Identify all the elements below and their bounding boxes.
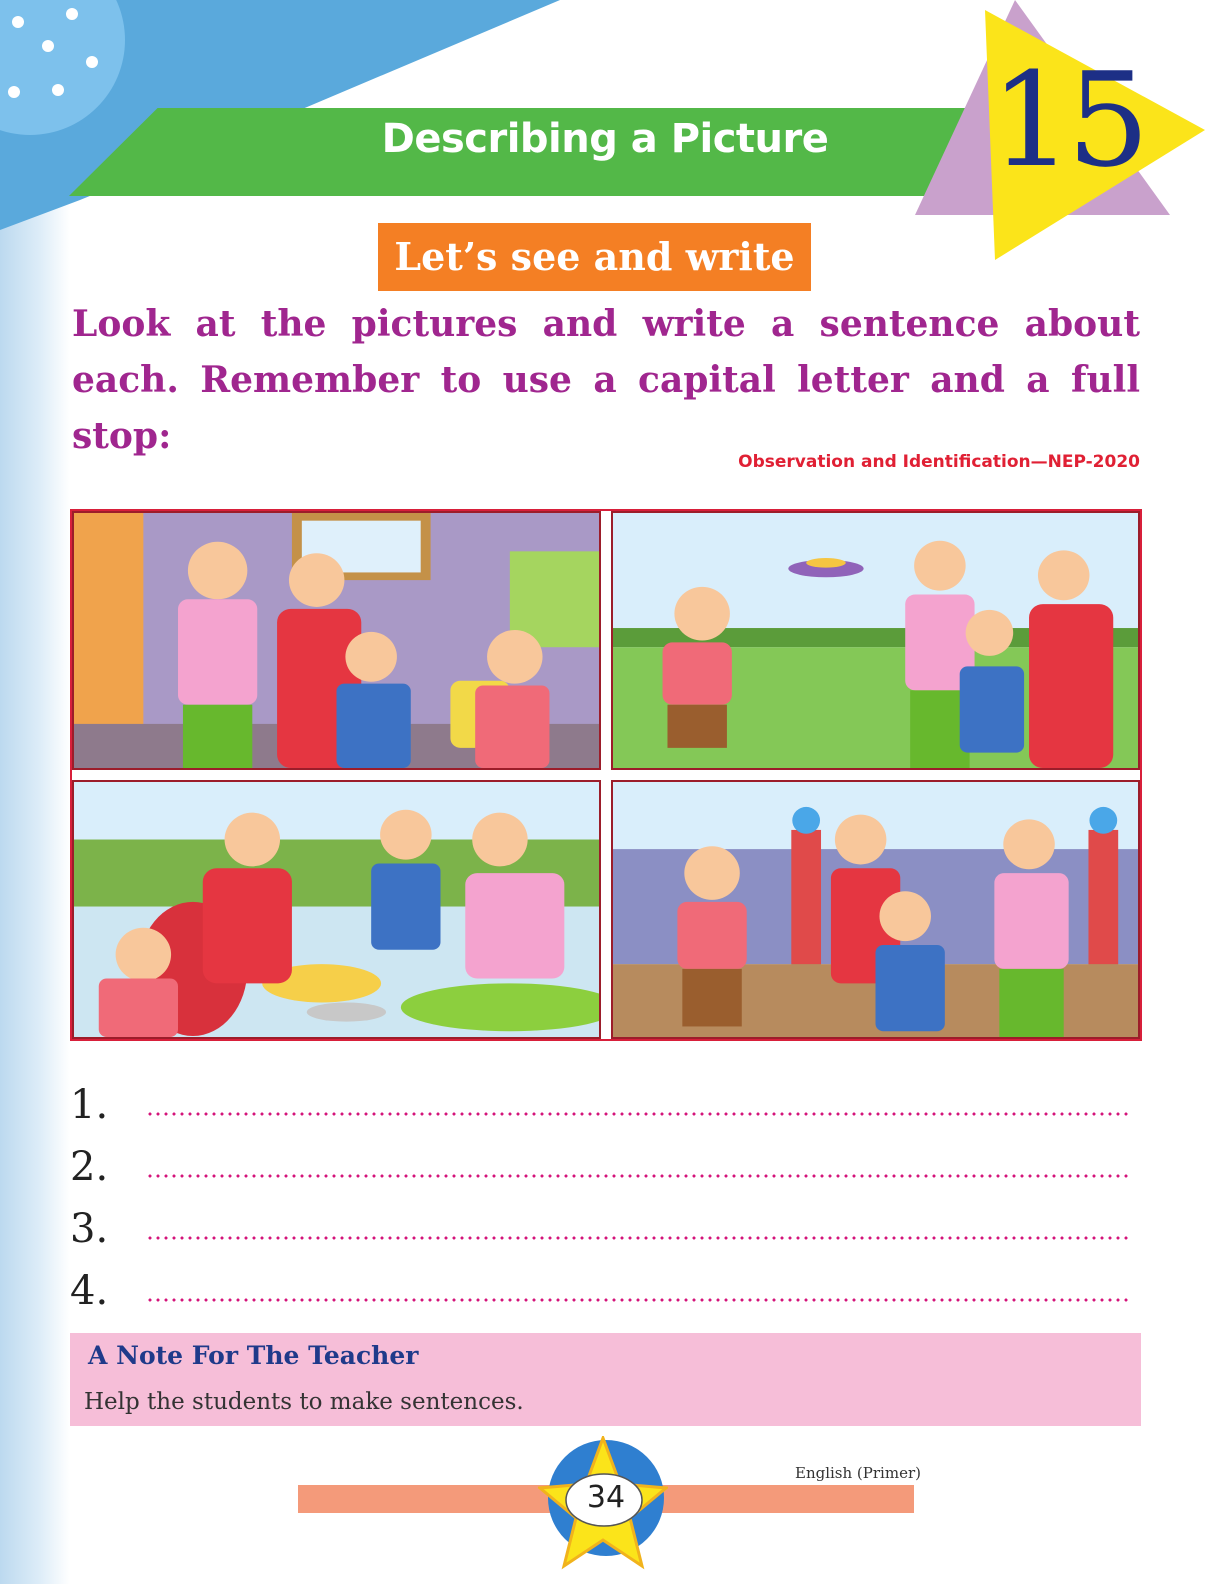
answer-line-3[interactable] xyxy=(70,1206,1140,1268)
page-number: 34 xyxy=(586,1480,626,1515)
teacher-note-box xyxy=(70,1333,1141,1426)
answer-line-1[interactable] xyxy=(70,1082,1140,1144)
dotted-line xyxy=(146,1112,1132,1116)
frisbee-in-park-illustration xyxy=(613,513,1138,768)
dotted-line xyxy=(146,1174,1132,1178)
family-picnic-illustration xyxy=(74,782,599,1037)
family-at-home-illustration xyxy=(74,513,599,768)
instruction-text: Look at the pictures and write a sentence about each. Remember to use a capital letter and a full stop: xyxy=(72,303,1140,457)
teacher-note-title: A Note For The Teacher xyxy=(88,1341,419,1370)
answer-number: 4. xyxy=(70,1268,109,1314)
section-tag: Let’s see and write xyxy=(378,223,811,291)
picture-panel-2 xyxy=(611,511,1140,770)
picture-grid xyxy=(70,509,1142,1041)
answer-lines xyxy=(70,1082,1140,1330)
answer-number: 2. xyxy=(70,1144,109,1190)
answer-number: 1. xyxy=(70,1082,109,1128)
nep-tag: Observation and Identification—NEP-2020 xyxy=(738,452,1140,472)
chapter-title: Describing a Picture xyxy=(381,116,829,162)
dotted-line xyxy=(146,1236,1132,1240)
answer-line-4[interactable] xyxy=(70,1268,1140,1330)
picture-panel-4 xyxy=(611,780,1140,1039)
dotted-line xyxy=(146,1298,1132,1302)
chapter-number: 15 xyxy=(990,44,1144,196)
left-decorative-strip xyxy=(0,0,70,1584)
picture-panel-1 xyxy=(72,511,601,770)
teacher-note-text: Help the students to make sentences. xyxy=(84,1389,524,1415)
answer-number: 3. xyxy=(70,1206,109,1252)
family-at-gate-illustration xyxy=(613,782,1138,1037)
footer-book-title: English (Primer) xyxy=(795,1464,921,1482)
picture-panel-3 xyxy=(72,780,601,1039)
answer-line-2[interactable] xyxy=(70,1144,1140,1206)
